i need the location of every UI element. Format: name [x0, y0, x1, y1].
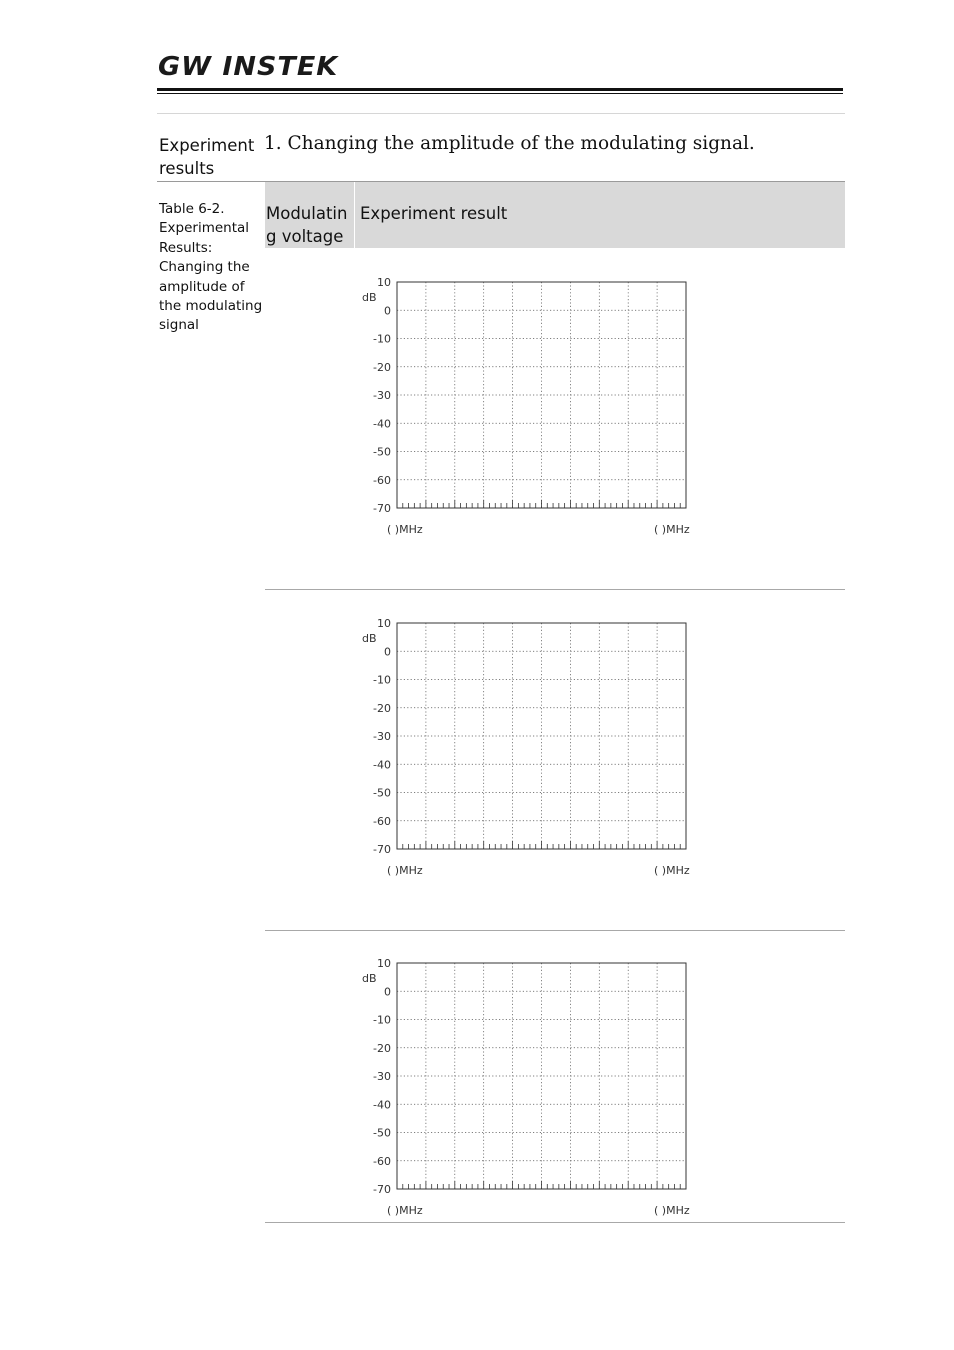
col-header-experiment-result: Experiment result: [360, 204, 508, 223]
y-tick-label: -60: [373, 1154, 391, 1168]
x-start-label: ( )MHz: [387, 1204, 423, 1217]
y-tick-label: -70: [373, 843, 391, 856]
result-chart-1: [355, 270, 715, 542]
col-header-modulating-voltage: Modulating voltage: [266, 204, 348, 246]
y-tick-label: -60: [373, 814, 391, 828]
x-start-label: ( )MHz: [387, 523, 423, 536]
y-tick-label: -10: [373, 1013, 391, 1027]
y-tick-label: -50: [373, 445, 391, 459]
y-tick-label: -40: [373, 1098, 391, 1112]
y-tick-label: -10: [373, 673, 391, 687]
section-divider: [157, 113, 845, 114]
y-tick-label: 10: [377, 957, 391, 970]
y-axis-label: dB: [362, 972, 377, 985]
x-end-label: ( )MHz: [654, 864, 690, 877]
y-tick-label: -30: [373, 389, 391, 402]
y-axis-label: dB: [362, 632, 377, 645]
y-tick-label: -40: [373, 417, 391, 431]
x-end-label: ( )MHz: [654, 1204, 690, 1217]
section-heading: 1. Changing the amplitude of the modulating signal.: [264, 133, 755, 154]
y-tick-label: -20: [373, 360, 391, 374]
y-tick-label: -30: [373, 730, 391, 743]
col-divider: [354, 182, 355, 248]
table-caption: Table 6-2. Experimental Results: Changing the amplitude of the modulating signal: [159, 201, 263, 334]
y-tick-label: 0: [384, 304, 391, 318]
y-tick-label: 0: [384, 985, 391, 999]
y-tick-label: 10: [377, 617, 391, 630]
result-chart-2: [355, 611, 715, 883]
y-tick-label: -40: [373, 758, 391, 772]
y-tick-label: -10: [373, 332, 391, 346]
table-row-divider: [265, 589, 845, 590]
y-tick-label: -50: [373, 786, 391, 800]
y-tick-label: -20: [373, 701, 391, 715]
y-tick-label: -50: [373, 1126, 391, 1140]
result-chart-3: [355, 951, 715, 1223]
y-tick-label: 10: [377, 276, 391, 289]
y-tick-label: -60: [373, 473, 391, 487]
table-row-divider: [265, 930, 845, 931]
header-rule-thick: [157, 88, 843, 91]
y-tick-label: -70: [373, 1183, 391, 1196]
x-end-label: ( )MHz: [654, 523, 690, 536]
y-tick-label: 0: [384, 645, 391, 659]
brand-logo: GW INSTEK: [158, 52, 339, 82]
y-tick-label: -70: [373, 502, 391, 515]
y-tick-label: -30: [373, 1070, 391, 1083]
section-side-label: Experiment results: [159, 136, 255, 178]
y-tick-label: -20: [373, 1041, 391, 1055]
chart-svg: [355, 951, 715, 1223]
table-row-divider: [265, 1222, 845, 1223]
header-rule-thin: [157, 93, 843, 94]
y-axis-label: dB: [362, 291, 377, 304]
x-start-label: ( )MHz: [387, 864, 423, 877]
chart-svg: [355, 270, 715, 542]
table-header: [265, 182, 845, 248]
chart-svg: [355, 611, 715, 883]
